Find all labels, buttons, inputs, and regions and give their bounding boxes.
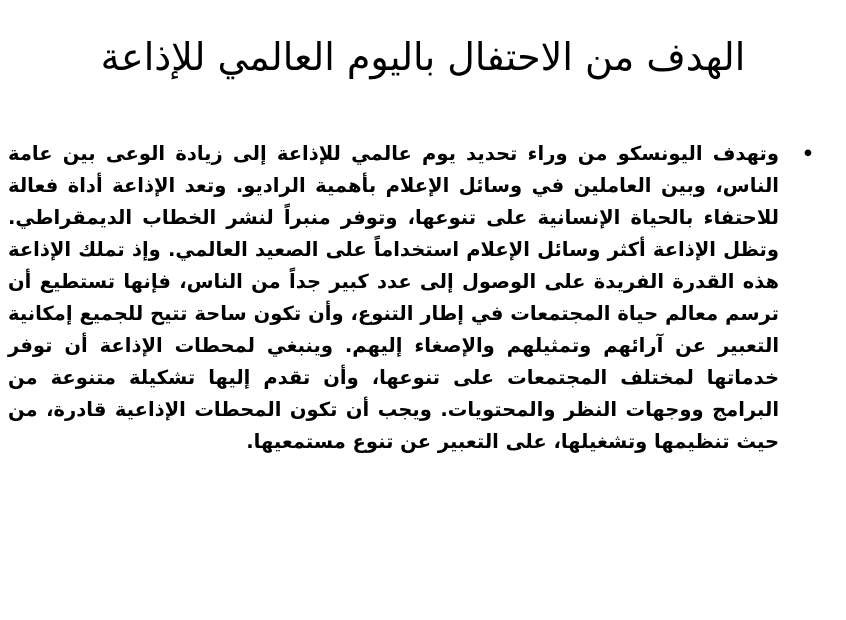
slide-title: الهدف من الاحتفال باليوم العالمي للإذاعة [100,35,746,79]
slide-body [8,138,816,458]
bullet-text: وتهدف اليونسكو من وراء تحديد يوم عالمي للإذاعة إلى زيادة الوعى بين عامة الناس، وبين العاملين في وسائل الإعلام بأهمية الراديو. وتعد الإذاعة أداة فعالة للاحتفاء بالحياة الإنسانية على تنوعها، وتوفر منبراً لنشر الخطاب الديمقراطي. وتظل الإذاعة أكثر وسائل الإعلام استخداماً على الصعيد العالمي. وإذ تملك الإذاعة هذه القدرة الفريدة على الوصول إلى عدد كبير جداً من الناس، فإنها تستطيع أن ترسم معالم حياة المجتمعات في إطار التنوع، وأن تكون ساحة تتيح للجميع إمكانية التعبير عن آرائهم وتمثيلهم والإصغاء إليهم. وينبغي لمحطات الإذاعة أن توفر خدماتها لمختلف المجتمعات على تنوعها، وأن تقدم إليها تشكيلة متنوعة من البرامج ووجهات النظر والمحتويات. ويجب أن تكون المحطات الإذاعية قادرة، من حيث تنظيمها وتشغيلها، على التعبير عن تنوع مستمعيها. [8,142,779,453]
bullet-dot-icon: • [801,143,814,165]
bullet-item [8,138,816,458]
